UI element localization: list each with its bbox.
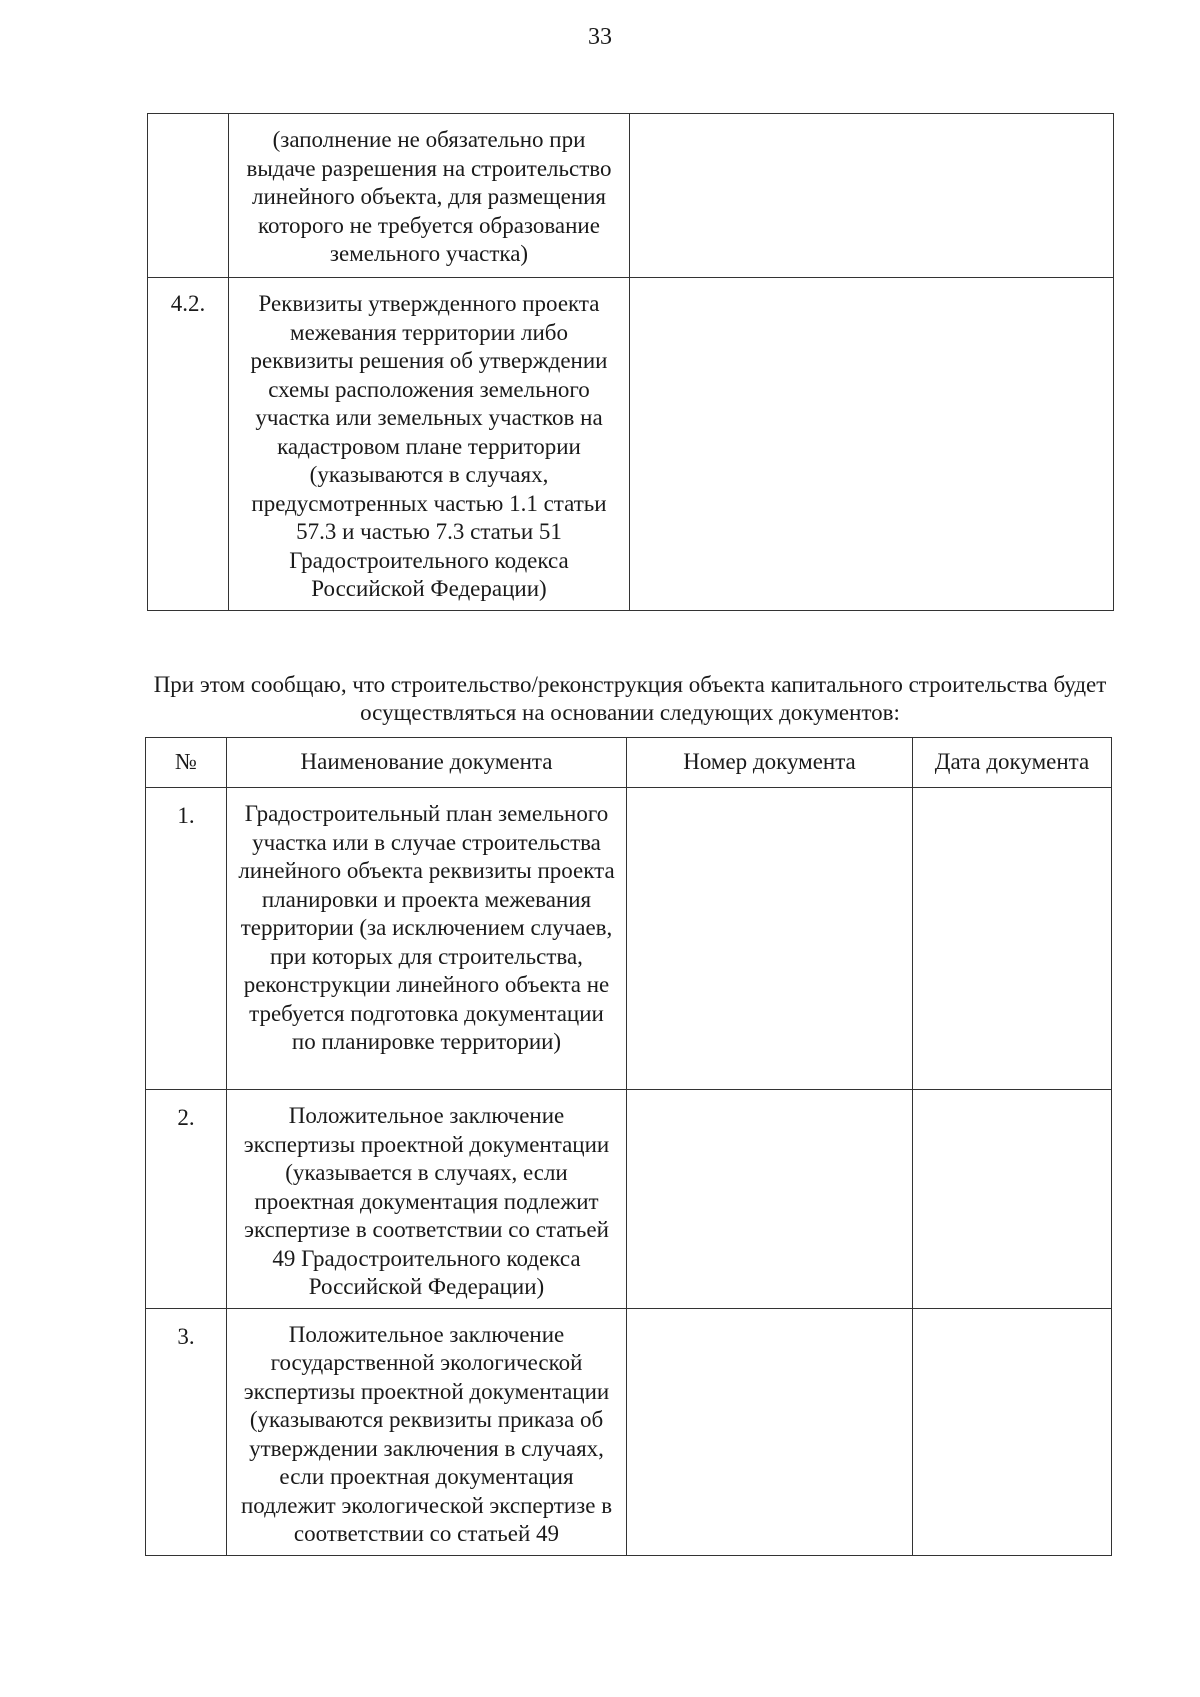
row-description: (заполнение не обязательно при выдаче разрешения на строительство линейного объекта, для размещения которого не требуется образование земельного участка) [229,114,630,278]
row-value-cell[interactable] [630,278,1114,611]
header-number: № [146,738,227,788]
row-description: Реквизиты утвержденного проекта межевания территории либо реквизиты решения об утверждении схемы расположения земельного участка или земельных участков на кадастровом плане территории (указываются в случаях, предусмотренных частью 1.1 статьи 57.3 и частью 7.3 статьи 51 Градостроительного кодекса Российской Федерации) [229,278,630,611]
documents-table [145,737,1112,1556]
row-number: 4.2. [148,278,229,611]
row-document-number-cell[interactable] [627,1308,913,1555]
table-row [148,114,1114,278]
row-document-date-cell[interactable] [913,1308,1112,1555]
row-document-number-cell[interactable] [627,788,913,1090]
row-value-cell[interactable] [630,114,1114,278]
row-document-date-cell[interactable] [913,1090,1112,1309]
row-document-name: Градостроительный план земельного участка или в случае строительства линейного объекта реквизиты проекта планировки и проекта межевания территории (за исключением случаев, при которых для строительства, реконструкции линейного объекта не требуется подготовка документации по планировке территории) [227,788,627,1090]
row-number [148,114,229,278]
row-document-name: Положительное заключение государственной экологической экспертизы проектной документации (указываются реквизиты приказа об утверждении заключения в случаях, если проектная документация подлежит экологической экспертизе в соответствии со статьей 49 [227,1308,627,1555]
header-document-name: Наименование документа [227,738,627,788]
row-number: 1. [146,788,227,1090]
requisites-table [147,113,1114,611]
table-row [146,1090,1112,1309]
page-number: 33 [588,24,612,50]
row-document-number-cell[interactable] [627,1090,913,1309]
row-document-date-cell[interactable] [913,788,1112,1090]
table-row [146,788,1112,1090]
header-document-date: Дата документа [913,738,1112,788]
row-document-name: Положительное заключение экспертизы проектной документации (указывается в случаях, если проектная документация подлежит экспертизе в соответствии со статьей 49 Градостроительного кодекса Российской Федерации) [227,1090,627,1309]
intro-text: При этом сообщаю, что строительство/реконструкция объекта капитального строительства будет осуществляться на основании следующих документов: [153,672,1107,725]
table-row [146,1308,1112,1555]
table-header-row [146,738,1112,788]
row-number: 2. [146,1090,227,1309]
row-number: 3. [146,1308,227,1555]
table-row [148,278,1114,611]
header-document-number: Номер документа [627,738,913,788]
